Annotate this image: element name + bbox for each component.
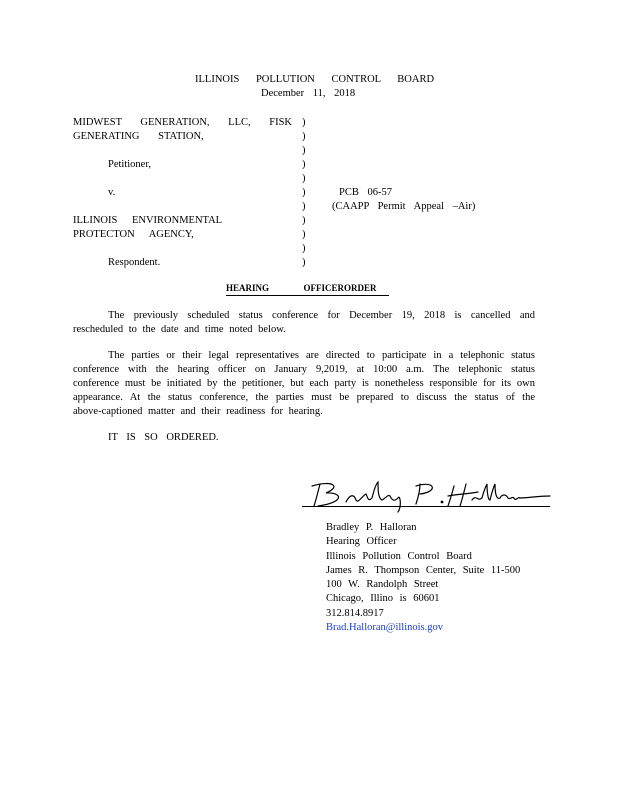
signature-block	[326, 521, 520, 635]
phone-number: 312.814.8917	[326, 607, 384, 619]
respondent-role: Respondent.	[108, 257, 161, 268]
signature-line	[302, 506, 550, 507]
city-line: Chicago, Illino is 60601	[326, 593, 440, 605]
respondent-name-line-1: ILLINOIS ENVIRONMENTAL	[73, 215, 223, 226]
caption-paren: )	[302, 243, 306, 254]
caption-paren: )	[302, 117, 306, 128]
signer-organization: Illinois Pollution Control Board	[326, 550, 472, 562]
email-link[interactable]: Brad.Halloran@illinois.gov	[326, 622, 443, 634]
order-date: December 11, 2018	[261, 88, 356, 99]
versus: v.	[108, 187, 116, 198]
caption-paren: )	[302, 215, 306, 226]
board-name: ILLINOIS POLLUTION CONTROL BOARD	[195, 74, 435, 85]
title-underline	[226, 295, 389, 296]
caption-paren: )	[302, 201, 306, 212]
paragraph-2: The parties or their legal representatives are directed to participate in a telephonic status conference with the hearing officer on January 9,2019, at 10:00 a.m. The telephonic status conference must be initiated by the petitioner, but each party is nonetheless responsible for its own appearance. At the status conference, the parties must be prepared to discuss the status of the above-captioned matter and their readiness for hearing.	[73, 350, 535, 417]
caption-paren: )	[302, 257, 306, 268]
caption-paren: )	[302, 229, 306, 240]
handwritten-signature	[302, 476, 552, 514]
petitioner-name-line-2: GENERATING STATION,	[73, 131, 204, 142]
signature-drawing	[302, 476, 552, 514]
petitioner-name-line-1: MIDWEST GENERATION, LLC, FISK	[73, 117, 293, 128]
case-number: PCB 06-57	[339, 187, 392, 198]
order-title-part-1: HEARING	[226, 283, 270, 293]
signer-name: Bradley P. Halloran	[326, 522, 417, 533]
caption-paren: )	[302, 131, 306, 142]
respondent-name-line-2: PROTECTON AGENCY,	[73, 229, 194, 240]
caption-paren: )	[302, 145, 306, 156]
order-title	[226, 283, 377, 293]
caption-paren: )	[302, 173, 306, 184]
closing-statement: IT IS SO ORDERED.	[108, 432, 219, 443]
caption-paren: )	[302, 159, 306, 170]
signer-title: Hearing Officer	[326, 536, 397, 548]
paragraph-1: The previously scheduled status conference for December 19, 2018 is cancelled and rescheduled to the date and time noted below.	[73, 310, 535, 335]
address-line-2: 100 W. Randolph Street	[326, 579, 439, 591]
case-type: (CAAPP Permit Appeal –Air)	[332, 201, 476, 212]
order-title-part-2: OFFICERORDER	[303, 283, 377, 293]
caption-paren: )	[302, 187, 306, 198]
address-line-1: James R. Thompson Center, Suite 11-500	[326, 564, 521, 576]
petitioner-role: Petitioner,	[108, 159, 152, 170]
